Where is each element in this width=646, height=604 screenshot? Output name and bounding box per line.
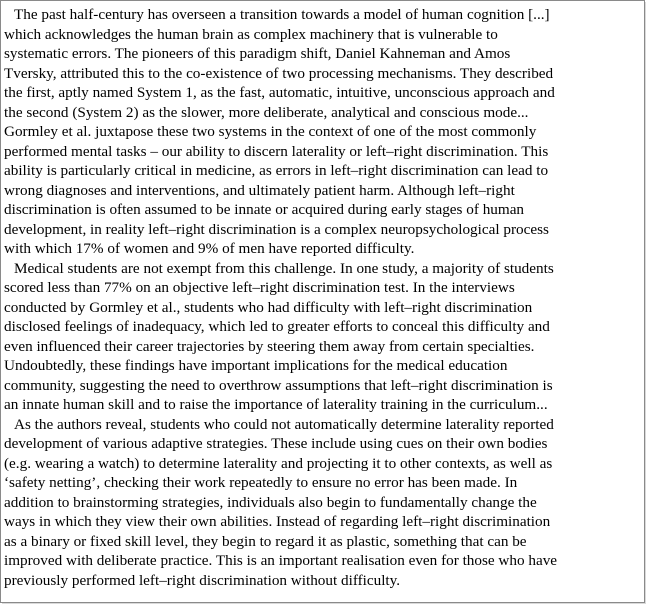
text-line: community, suggesting the need to overthrow assumptions that left–right discrimination is [4, 376, 553, 394]
text-line: conducted by Gormley et al., students who had difficulty with left–right discrimination [4, 298, 533, 316]
paragraph-3 [4, 415, 644, 591]
text-line: systematic errors. The pioneers of this paradigm shift, Daniel Kahneman and Amos [4, 45, 511, 62]
text-line: The past half-century has overseen a transition towards a model of human cognition [...] [14, 6, 550, 23]
text-line: which acknowledges the human brain as complex machinery that is vulnerable to [4, 25, 498, 43]
text-line: ability is particularly critical in medicine, as errors in left–right discrimination can lead to [4, 162, 549, 179]
text-line: the second (System 2) as the slower, more deliberate, analytical and conscious mode... [4, 103, 529, 121]
text-line: ways in which they view their own abilities. Instead of regarding left–right discrimination [4, 513, 551, 530]
text-line: scored less than 77% on an objective left–right discrimination test. In the interviews [4, 279, 515, 296]
text-body [4, 5, 644, 590]
text-line: wrong diagnoses and interventions, and ultimately patient harm. Although left–right [4, 181, 515, 199]
text-line: previously performed left–right discrimination without difficulty. [4, 571, 401, 589]
paragraph-2 [4, 259, 644, 415]
paragraph-1 [4, 5, 644, 259]
text-line: Medical students are not exempt from this challenge. In one study, a majority of students [14, 259, 554, 277]
text-line: Tversky, attributed this to the co-existence of two processing mechanisms. They described [4, 64, 554, 82]
text-line: as a binary or fixed skill level, they begin to regard it as plastic, something that can be [4, 532, 527, 550]
text-line: performed mental tasks – our ability to discern laterality or left–right discrimination. This [4, 142, 549, 160]
text-line: an innate human skill and to raise the importance of laterality training in the curriculum... [4, 396, 548, 413]
text-line: even influenced their career trajectories by steering them away from certain specialties. [4, 337, 535, 355]
text-line: As the authors reveal, students who could not automatically determine laterality reported [14, 415, 554, 433]
text-line: disclosed feelings of inadequacy, which led to greater efforts to conceal this difficulty and [4, 318, 550, 335]
text-line: discrimination is often assumed to be innate or acquired during early stages of human [4, 201, 525, 218]
text-line: the first, aptly named System 1, as the fast, automatic, intuitive, unconscious approach and [4, 84, 555, 101]
text-line: development of various adaptive strategies. These include using cues on their own bodies [4, 435, 548, 452]
text-line: development, in reality left–right discrimination is a complex neuropsychological process [4, 220, 549, 238]
text-line: improved with deliberate practice. This is an important realisation even for those who have [4, 552, 558, 569]
text-line: with which 17% of women and 9% of men have reported difficulty. [4, 240, 415, 257]
text-line: Undoubtedly, these findings have important implications for the medical education [4, 357, 508, 374]
text-line: ‘safety netting’, checking their work repeatedly to ensure no error has been made. In [4, 474, 518, 491]
text-line: Gormley et al. juxtapose these two systems in the context of one of the most commonly [4, 123, 537, 140]
text-line: addition to brainstorming strategies, individuals also begin to fundamentally change the [4, 493, 537, 511]
text-line: (e.g. wearing a watch) to determine laterality and projecting it to other contexts, as well as [4, 454, 553, 472]
